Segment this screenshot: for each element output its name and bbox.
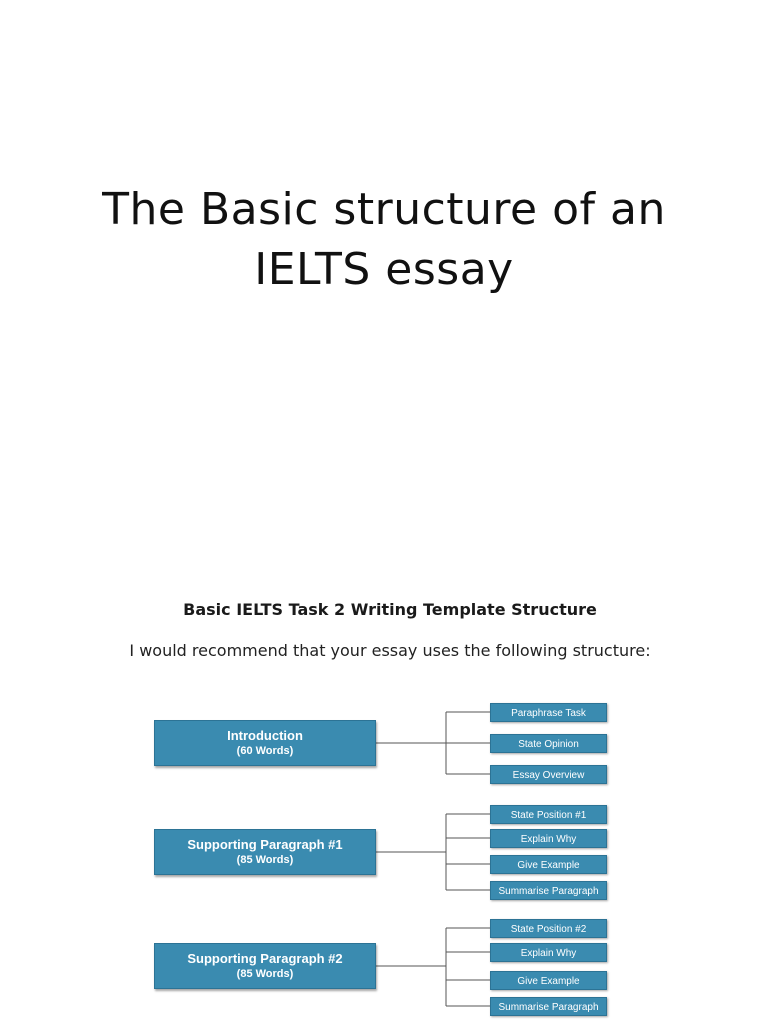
main-box-title: Introduction bbox=[227, 728, 303, 743]
main-box-title: Supporting Paragraph #2 bbox=[187, 951, 343, 966]
slide-title-line-1: The Basic structure of an bbox=[102, 184, 666, 235]
sub-box-give-example: Give Example bbox=[490, 855, 607, 874]
supporting-paragraph-2-box bbox=[154, 943, 376, 989]
main-box-title: Supporting Paragraph #1 bbox=[187, 837, 343, 852]
sub-box-state-opinion: State Opinion bbox=[490, 734, 607, 753]
sub-box-state-position-2: State Position #2 bbox=[490, 919, 607, 938]
sub-box-give-example: Give Example bbox=[490, 971, 607, 990]
sub-box-explain-why: Explain Why bbox=[490, 943, 607, 962]
slide-title bbox=[0, 180, 768, 300]
sub-box-state-position-1: State Position #1 bbox=[490, 805, 607, 824]
sub-box-summarise-paragraph: Summarise Paragraph bbox=[490, 881, 607, 900]
supporting-paragraph-1-box bbox=[154, 829, 376, 875]
main-box-words: (85 Words) bbox=[236, 854, 294, 866]
section-heading: Basic IELTS Task 2 Writing Template Structure bbox=[183, 600, 597, 619]
introduction-box bbox=[154, 720, 376, 766]
sub-box-summarise-paragraph: Summarise Paragraph bbox=[490, 997, 607, 1016]
recommendation-text: I would recommend that your essay uses the following structure: bbox=[129, 641, 651, 660]
slide-title-line-2: IELTS essay bbox=[254, 244, 514, 295]
sub-box-paraphrase-task: Paraphrase Task bbox=[490, 703, 607, 722]
main-box-words: (60 Words) bbox=[236, 745, 294, 757]
sub-box-essay-overview: Essay Overview bbox=[490, 765, 607, 784]
sub-box-explain-why: Explain Why bbox=[490, 829, 607, 848]
main-box-words: (85 Words) bbox=[236, 968, 294, 980]
